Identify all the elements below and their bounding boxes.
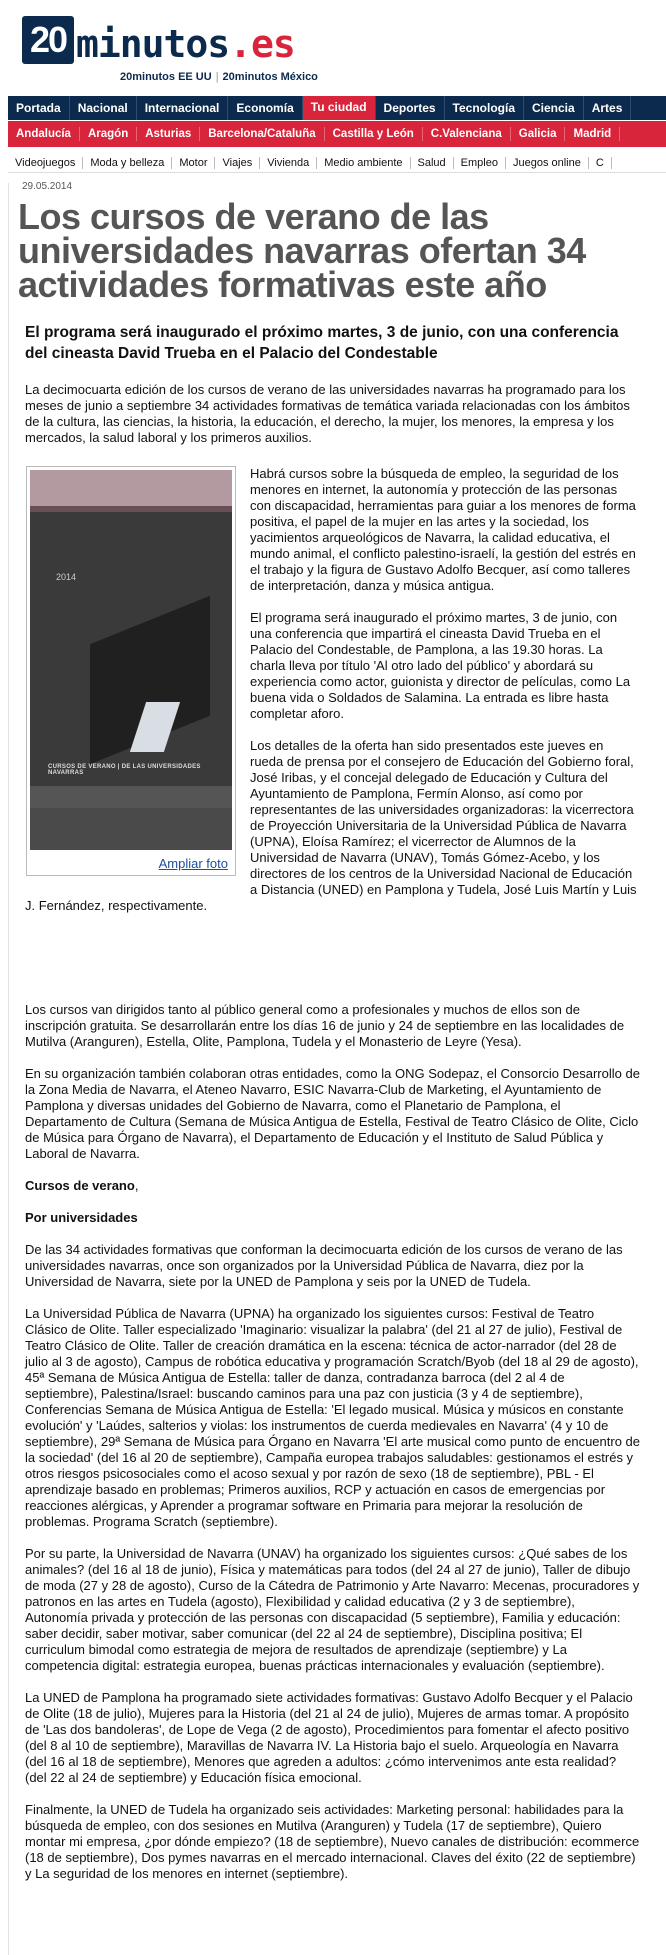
paragraph-collaborators: En su organización también colaboran otras entidades, como la ONG Sodepaz, el Consorcio Desarrollo de la Zona Media de Navarra, el Ateneo Navarro, ESIC Navarra-Club de Marketing, el Ayuntamiento de Pamplona y diversas unidades del Gobierno de Navarra, como el Planetario de Pamplona, el Departamento de Cultura (Semana de Música Antigua de Estella, Festival de Teatro Clásico de Olite, Ciclo de Música para Órgano de Navarra), el Departamento de Educación y el Instituto de Salud Pública y Laboral de Navarra. [25, 1066, 640, 1161]
cover-bottom-strip [30, 808, 232, 850]
nav-item-deportes[interactable]: Deportes [376, 96, 445, 120]
cover-year: 2014 [56, 572, 77, 582]
site-logo[interactable] [22, 16, 295, 64]
article-body-lower [25, 1002, 640, 1898]
cover-top-stripe [30, 506, 232, 512]
topic-item-videojuegos[interactable]: Videojuegos [8, 157, 83, 169]
paragraph-breakdown: De las 34 actividades formativas que conforman la decimocuarta edición de los cursos de verano de las universidades navarras, once son organizados por la Universidad Pública de Navarra, diez por la Universidad de Navarra, siete por la UNED de Pamplona y seis por la UNED de Tudela. [25, 1242, 623, 1289]
cover-caption: CURSOS DE VERANO | DE LAS UNIVERSIDADES NAVARRAS [48, 764, 201, 776]
paragraph-inauguration: El programa será inaugurado el próximo martes, 3 de junio, con una conferencia que impartirá el cineasta David Trueba en el Palacio del Condestable, de Pamplona, a las 19.30 horas. La charla lleva por título 'Al otro lado del público' y abordará su experiencia como actor, guionista y director de películas, como La buena vida o Soldados de Salamina. La entrada es libre hasta completar aforo. [250, 610, 631, 721]
logo-tld: .es [229, 22, 295, 66]
edition-link-us[interactable]: 20minutos EE UU [120, 71, 212, 83]
article-headline: Los cursos de verano de las universidades navarras ofertan 34 actividades formativas este año [18, 196, 586, 305]
logo-digits: 20 [22, 16, 74, 64]
enlarge-photo-link[interactable]: Ampliar foto [158, 856, 228, 871]
edition-link-mexico[interactable]: 20minutos México [222, 71, 318, 83]
site-header [0, 0, 666, 92]
paragraph-upna: La Universidad Pública de Navarra (UPNA) ha organizado los siguientes cursos: Festival de Teatro Clásico de Olite. Taller especializado 'Imaginario: visualizar la palabra' (del 21 al 27 de julio), Festival de Teatro Clásico de Olite. Taller de creación dramática en la escena: técnica de actor-narrador (del 28 de julio al 3 de agosto), Campus de robótica educativa y programación Scratch/Byob (del 18 al 29 de agosto), 45ª Semana de Música Antigua de Estella: taller de danza, contradanza barroca (del 2 al 4 de septiembre), Palestina/Israel: buscando caminos para una paz con justicia (3 y 4 de septiembre), Conferencias Semana de Música Antigua de Estella: 'El legado musical. Música y músicos en constante evolución' y 'Laúdes, salterios y violas: los instrumentos de cuerda medievales en Navarra' (4 y 10 de septiembre), 29ª Semana de Música para Órgano en Navarra 'El arte musical como punto de encuentro de la sociedad' (del 16 al 20 de septiembre), Campaña europea trabajos saludables: gestionamos el estrés y otros riesgos psicosociales como el acoso sexual y por razón de sexo (18 de septiembre), PBL - El aprendizaje basado en problemas; Primeros auxilios, RCP y actuación en casos de emergencias por reacciones alérgicas, y Aprender a programar software en Primaria para mejorar la resolución de problemas. Programa Scratch (septiembre). [25, 1306, 641, 1529]
nav-item-artes[interactable]: Artes [584, 96, 632, 120]
article-photo [26, 466, 236, 876]
paragraph-uned-pamplona: La UNED de Pamplona ha programado siete actividades formativas: Gustavo Adolfo Becquer y el Palacio de Olite (18 de julio), Mujeres para la Historia (del 21 al 24 de julio), Mujeres de armas tomar. A propósito de 'Las dos bandoleras', de Lope de Vega (2 de agosto), Procedimientos para fomentar el afecto positivo (del 8 al 10 de septiembre), Maravillas de Navarra IV. La Historia bajo el suelo. Arqueología en Navarra (del 16 al 18 de septiembre), Menores que agreden a adultos: ¿cómo intervenimos ante esta realidad? (del 22 al 24 de septiembre) y Educación física emocional. [25, 1690, 633, 1785]
section-heading-by-university: Por universidades [25, 1210, 138, 1225]
region-item-madrid[interactable]: Madrid [565, 127, 620, 141]
nav-item-economia[interactable]: Economía [228, 96, 302, 120]
paragraph-courses: Habrá cursos sobre la búsqueda de empleo, la seguridad de los menores en internet, la autonomía y protección de las personas con discapacidad, herramientas para guiar a los menores de forma positiva, el papel de la mujer en las artes y la sociedad, los yacimientos arqueológicos de Navarra, la calidad educativa, el mundo animal, el conflicto palestino-israelí, la gestión del estrés en el trabajo y la figura de Gustavo Adolfo Becquer, así como talleres de interpretación, danza y música antigua. [250, 466, 636, 593]
topic-item-juegos-online[interactable]: Juegos online [506, 157, 589, 169]
nav-item-tecnologia[interactable]: Tecnología [445, 96, 524, 120]
section-heading-courses [25, 1178, 640, 1194]
topic-item-empleo[interactable]: Empleo [454, 157, 506, 169]
region-item-andalucia[interactable]: Andalucía [8, 127, 80, 141]
article-intro [25, 382, 640, 462]
topics-nav [8, 153, 666, 173]
section-heading-courses-comma: , [134, 1178, 139, 1193]
regions-nav [8, 121, 666, 147]
paragraph-presented: Los detalles de la oferta han sido presentados este jueves en rueda de prensa por el consejero de Educación del Gobierno foral, José Iribas, y el concejal delegado de Educación y Cultura del Ayuntamiento de Pamplona, Fermín Alonso, así como por representantes de las universidades organizadoras: la vicerrectora de Proyección Universitaria de la Universidad Pública de Navarra (UPNA), Eloísa Ramírez; el vicerrector de Alumnos de la Universidad de Navarra (UNAV), Tomás Gómez-Acebo, y los directores de los centros de la Universidad Nacional de Educación a Distancia (UNED) en Pamplona y Tudela, José Luis Martín y Luis J. Fernández, respectivamente. [25, 738, 637, 913]
topic-item-motor[interactable]: Motor [172, 157, 215, 169]
paragraph-uned-tudela: Finalmente, la UNED de Tudela ha organizado seis actividades: Marketing personal: habilidades para la búsqueda de empleo, con dos sesiones en Mutilva (Aranguren) y Tudela (17 de septiembre), Quiero montar mi empresa, ¿por dónde empiezo? (18 de septiembre), Nuevo canales de distribución: ecommerce (18 de septiembre), Dos pymes navarras en el mercado internacional. Claves del éxito (22 de septiembre) y La seguridad de los menores en internet (septiembre). [25, 1802, 640, 1881]
nav-item-ciencia[interactable]: Ciencia [524, 96, 584, 120]
topic-item-viajes[interactable]: Viajes [215, 157, 260, 169]
topic-item-moda[interactable]: Moda y belleza [83, 157, 172, 169]
article-date: 29.05.2014 [22, 181, 73, 192]
nav-item-nacional[interactable]: Nacional [70, 96, 137, 120]
section-heading-courses-text: Cursos de verano [25, 1178, 135, 1193]
topic-item-medio-ambiente[interactable]: Medio ambiente [317, 157, 410, 169]
nav-item-tu-ciudad[interactable]: Tu ciudad [303, 96, 376, 120]
paragraph-unav: Por su parte, la Universidad de Navarra (UNAV) ha organizado los siguientes cursos: ¿Qué sabes de los animales? (del 16 al 18 de junio), Física y matemáticas para todos (del 24 al 27 de junio), Taller de dibujo de moda (27 y 28 de agosto), Curso de la Cátedra de Patrimonio y Arte Navarro: Mecenas, procuradores y patronos en las artes en Tudela (agosto), Flexibilidad y calidad educativa (2 y 3 de septiembre), Autonomía privada y protección de las personas con discapacidad (5 septiembre), Familia y educación: saber decidir, saber motivar, saber comunicar (del 22 al 24 de septiembre), Disciplina positiva; El curriculum bimodal como estrategia de mejora de resultados de aprendizaje (septiembre) y La competencia digital: estrategia europea, buenas prácticas internacionales y evaluación (septiembre). [25, 1546, 640, 1673]
paragraph-intro: La decimocuarta edición de los cursos de verano de las universidades navarras ha programado para los meses de junio a septiembre 34 actividades formativas de temática variada relacionadas con los ámbitos de la cultura, las ciencias, la historia, la educación, el derecho, la mujer, los menores, la empresa y los mercados, la salud laboral y los primeros auxilios. [25, 382, 630, 445]
region-item-asturias[interactable]: Asturias [137, 127, 200, 141]
region-item-galicia[interactable]: Galicia [511, 127, 566, 141]
nav-item-portada[interactable]: Portada [8, 96, 70, 120]
edition-links [120, 71, 318, 83]
logo-word: minutos [76, 22, 230, 66]
region-item-aragon[interactable]: Aragón [80, 127, 137, 141]
paragraph-audience: Los cursos van dirigidos tanto al público general como a profesionales y muchos de ellos son de inscripción gratuita. Se desarrollarán entre los días 16 de junio y 24 de septiembre en las localidades de Mutilva (Aranguren), Estella, Olite, Pamplona, Tudela y el Monasterio de Leyre (Yesa). [25, 1002, 625, 1049]
primary-nav [8, 96, 666, 120]
region-item-valenciana[interactable]: C.Valenciana [423, 127, 511, 141]
topic-item-salud[interactable]: Salud [411, 157, 454, 169]
nav-item-internacional[interactable]: Internacional [137, 96, 229, 120]
cover-logos-strip [30, 786, 232, 808]
topic-item-vivienda[interactable]: Vivienda [260, 157, 317, 169]
topic-item-truncated[interactable]: C [589, 157, 612, 169]
region-item-castilla-leon[interactable]: Castilla y León [325, 127, 423, 141]
brochure-cover-image[interactable] [30, 470, 232, 850]
edition-separator: | [215, 71, 219, 83]
cover-top-band [30, 470, 232, 506]
region-item-barcelona[interactable]: Barcelona/Cataluña [200, 127, 324, 141]
article-subtitle: El programa será inaugurado el próximo martes, 3 de junio, con una conferencia del cineasta David Trueba en el Palacio del Condestable [25, 324, 619, 362]
